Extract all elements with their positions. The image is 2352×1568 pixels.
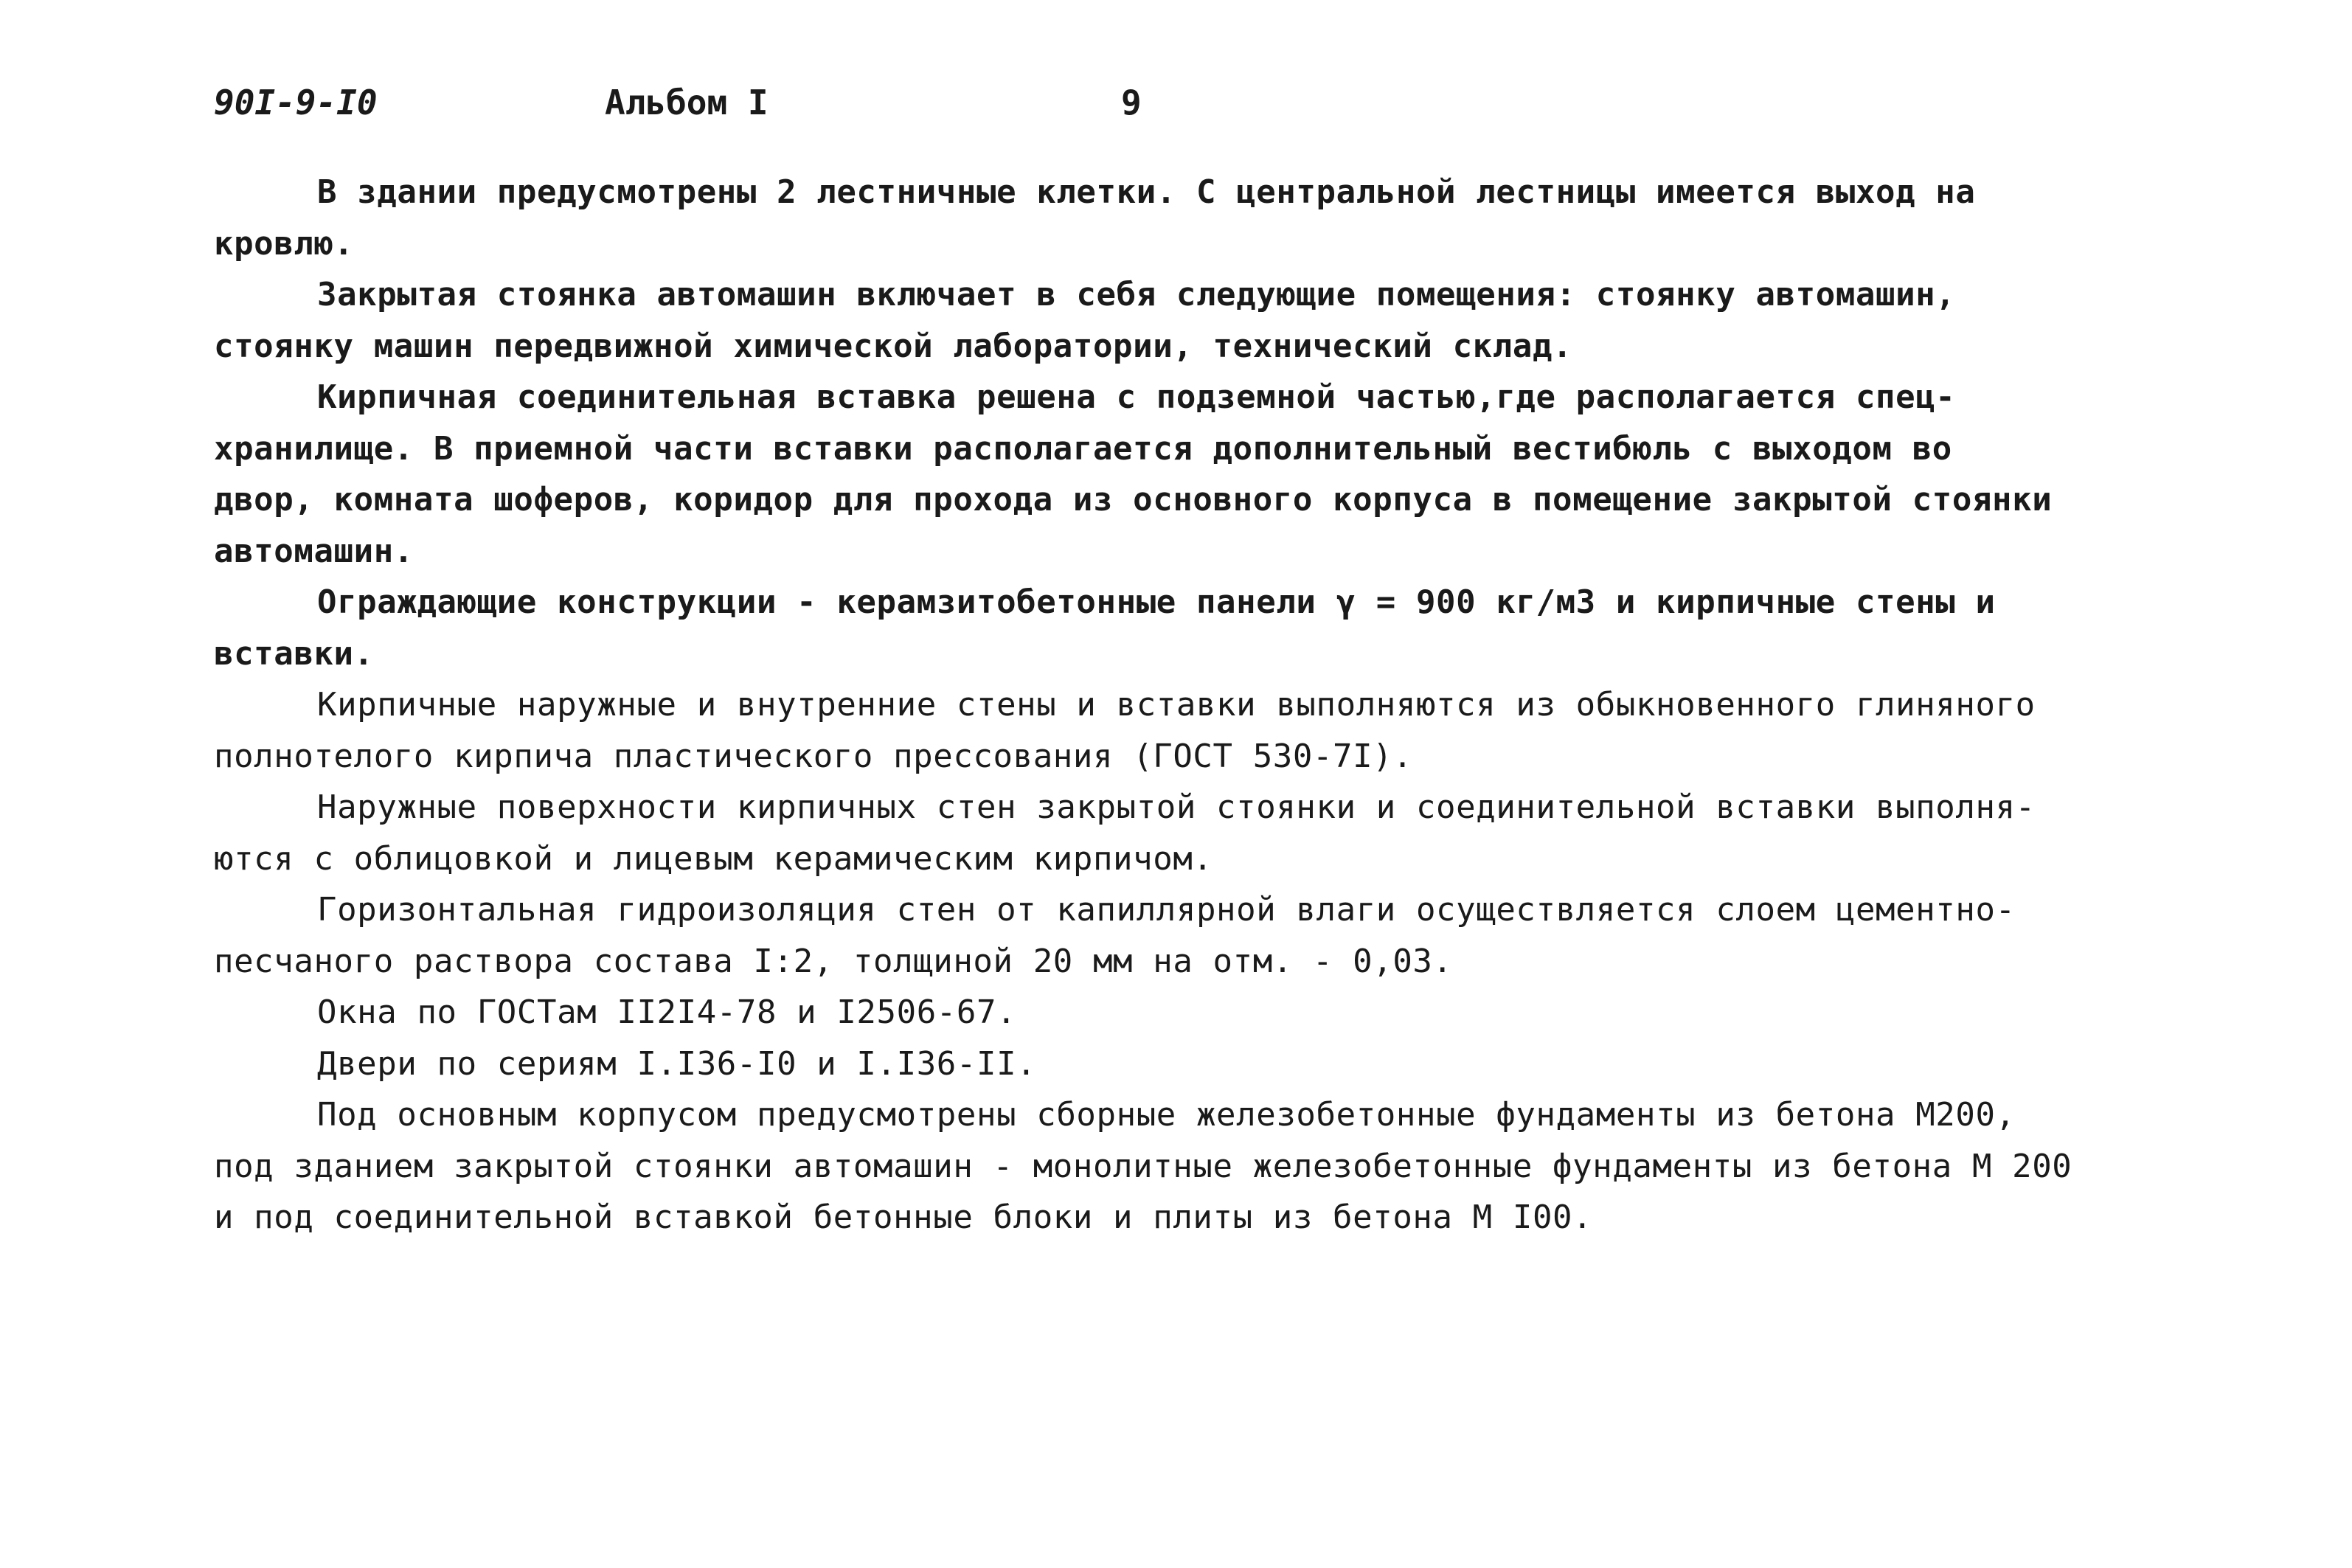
text-line: и под соединительной вставкой бетонные блоки и плиты из бетона М I00. <box>214 1198 1593 1236</box>
text-line: Наружные поверхности кирпичных стен закрытой стоянки и соединительной вставки выполня- <box>317 788 2036 826</box>
page-header <box>214 83 1984 134</box>
text-line: двор, комната шоферов, коридор для прохода из основного корпуса в помещение закрытой стоянки <box>214 481 2053 518</box>
text-line: Закрытая стоянка автомашин включает в себя следующие помещения: стоянку автомашин, <box>317 276 1956 313</box>
text-line: В здании предусмотрены 2 лестничные клетки. С центральной лестницы имеется выход на <box>317 173 1976 211</box>
text-line: Ограждающие конструкции - керамзитобетонные панели γ = 900 кг/м3 и кирпичные стены и <box>317 583 1996 621</box>
page-number: 9 <box>1121 83 1142 122</box>
text-line: ются с облицовкой и лицевым керамическим кирпичом. <box>214 839 1213 878</box>
text-line: Горизонтальная гидроизоляция стен от капиллярной влаги осуществляется слоем цементно- <box>317 891 2016 929</box>
text-line: вставки. <box>214 634 374 673</box>
text-line: Под основным корпусом предусмотрены сборные железобетонные фундаменты из бетона М200, <box>317 1096 2016 1134</box>
text-line: песчаного раствора состава I:2, толщиной 20 мм на отм. - 0,03. <box>214 942 1453 980</box>
text-line: автомашин. <box>214 532 414 570</box>
text-line: хранилище. В приемной части вставки располагается дополнительный вестибюль с выходом во <box>214 429 1952 468</box>
text-line: Кирпичные наружные и внутренние стены и вставки выполняются из обыкновенного глиняного <box>317 686 2036 724</box>
body-text <box>214 167 2161 1243</box>
text-line: стоянку машин передвижной химической лаборатории, технический склад. <box>214 327 1573 365</box>
album-label: Альбом I <box>605 83 769 122</box>
text-line: под зданием закрытой стоянки автомашин - монолитные железобетонные фундаменты из бетона М 200 <box>214 1147 2072 1185</box>
text-line: полнотелого кирпича пластического прессования (ГОСТ 530-7I). <box>214 737 1413 775</box>
text-line: Окна по ГОСТам II2I4-78 и I2506-67. <box>317 993 1017 1031</box>
document-code: 90I-9-I0 <box>214 83 378 122</box>
text-line: Кирпичная соединительная вставка решена с подземной частью,где располагается спец- <box>317 378 1956 416</box>
text-line: Двери по сериям I.I36-I0 и I.I36-II. <box>317 1044 1037 1083</box>
text-line: кровлю. <box>214 224 354 263</box>
